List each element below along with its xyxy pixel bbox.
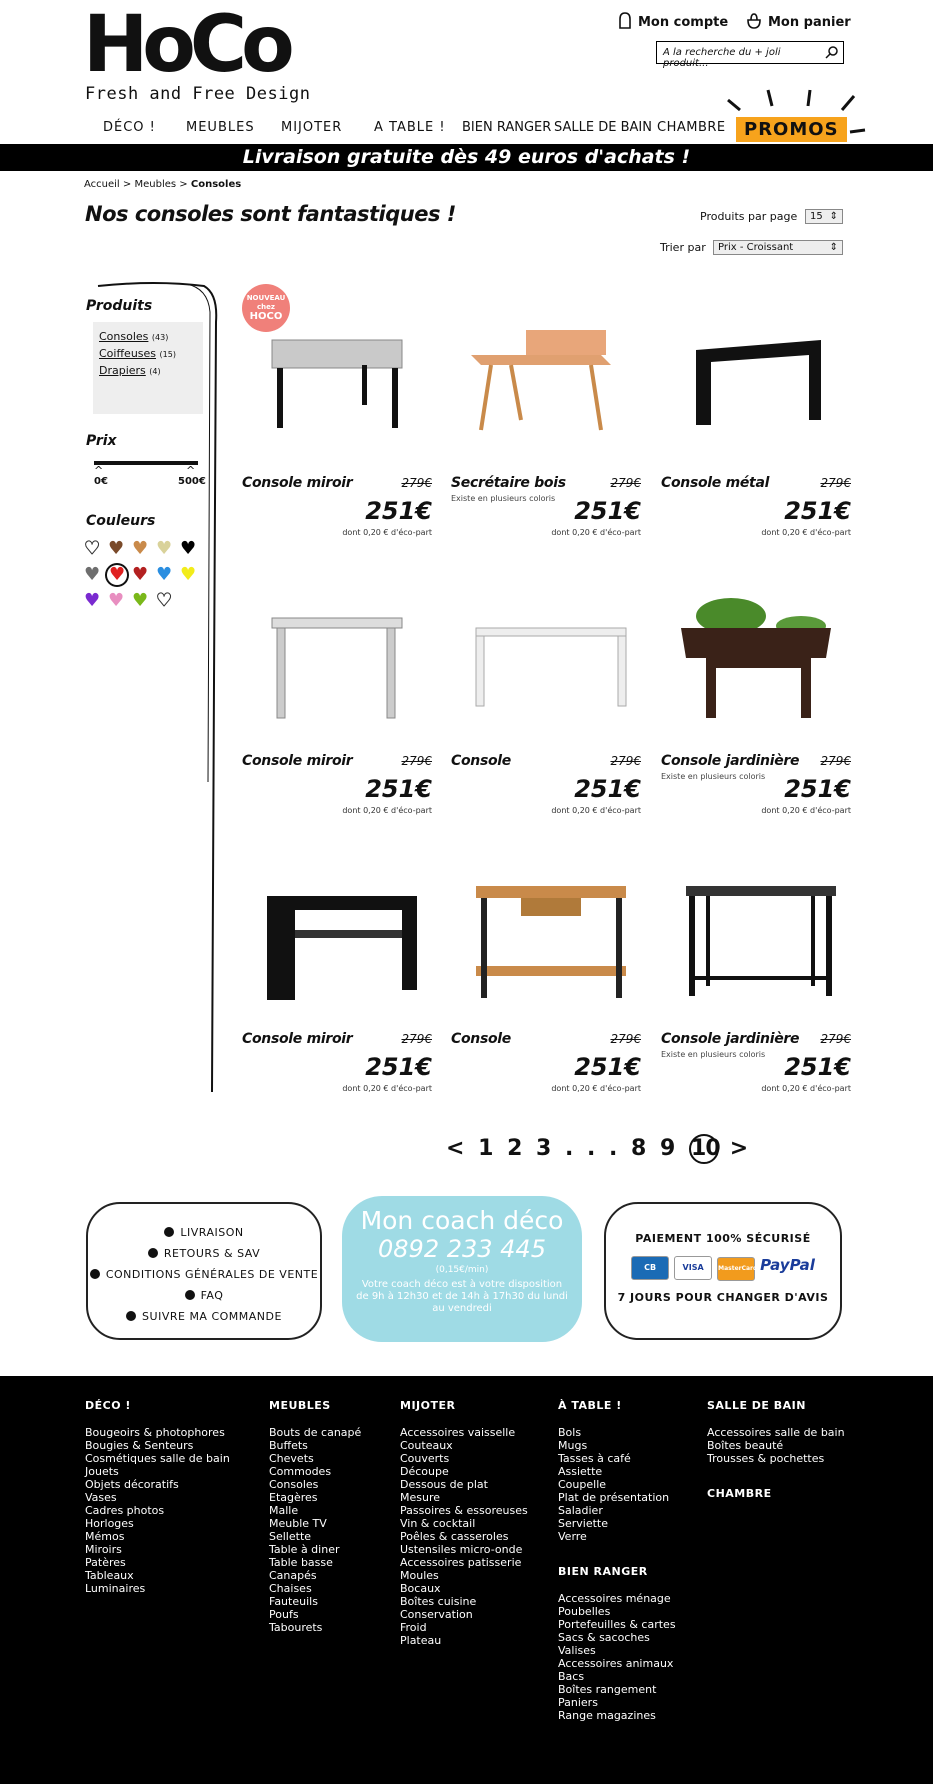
- product-price: 251€: [784, 497, 851, 525]
- per-page-select[interactable]: [805, 209, 843, 224]
- free-shipping-banner: Livraison gratuite dès 49 euros d'achats !: [0, 144, 933, 171]
- product-eco-part: dont 0,20 € d'éco-part: [551, 1084, 641, 1093]
- product-price: 251€: [784, 775, 851, 803]
- product-eco-part: dont 0,20 € d'éco-part: [761, 528, 851, 537]
- coach-box[interactable]: [342, 1196, 582, 1342]
- footer-link[interactable]: Accessoires animaux: [558, 1657, 674, 1670]
- products-filter-title: Produits: [86, 298, 153, 314]
- product-old-price: 279€: [610, 754, 641, 768]
- product-card[interactable]: [242, 856, 432, 1096]
- sort-value: Prix - Croissant: [718, 242, 794, 253]
- color-swatch-heart-icon[interactable]: ♥: [156, 590, 173, 611]
- breadcrumb-current: Consoles: [190, 179, 242, 190]
- footer-link[interactable]: Portefeuilles & cartes: [558, 1618, 676, 1631]
- product-price: 251€: [365, 497, 432, 525]
- product-eco-part: dont 0,20 € d'éco-part: [342, 806, 432, 815]
- footer-link[interactable]: Mugs: [558, 1439, 588, 1452]
- color-swatch-heart-icon[interactable]: ♥: [108, 538, 125, 559]
- footer-col-title[interactable]: BIEN RANGER: [558, 1565, 648, 1578]
- product-image[interactable]: [661, 310, 851, 460]
- footer-link[interactable]: Bougies & Senteurs: [85, 1439, 194, 1452]
- color-swatch-heart-icon[interactable]: ♥: [156, 538, 173, 559]
- footer-link[interactable]: Poubelles: [558, 1605, 611, 1618]
- footer-link[interactable]: Plateau: [400, 1634, 442, 1647]
- basket-icon: [746, 12, 762, 33]
- site-logo[interactable]: HoCo: [83, 0, 289, 90]
- account-link-label: Mon compte: [638, 15, 729, 30]
- footer-link[interactable]: Table à diner: [269, 1543, 340, 1556]
- product-card[interactable]: [242, 578, 432, 818]
- footer-link[interactable]: Table basse: [269, 1556, 333, 1569]
- color-swatch-heart-icon[interactable]: ♥: [132, 538, 149, 559]
- product-name[interactable]: Console métal: [661, 475, 770, 491]
- price-slider-track[interactable]: [94, 461, 198, 465]
- color-swatch-heart-icon[interactable]: ♥: [84, 590, 101, 611]
- product-eco-part: dont 0,20 € d'éco-part: [761, 806, 851, 815]
- search-input[interactable]: A la recherche du + joli produit...: [656, 41, 844, 64]
- nav-item-bien-ranger[interactable]: BIEN RANGER: [462, 120, 552, 135]
- product-card[interactable]: [451, 578, 641, 818]
- footer-link[interactable]: Cadres photos: [85, 1504, 165, 1517]
- service-link-cgv[interactable]: CONDITIONS GÉNÉRALES DE VENTE: [88, 1268, 320, 1281]
- services-box: [86, 1202, 322, 1340]
- product-old-price: 279€: [820, 476, 851, 490]
- product-price: 251€: [574, 775, 641, 803]
- chevron-down-icon: [126, 1311, 136, 1321]
- search-icon[interactable]: [825, 44, 839, 63]
- visa-card-icon: VISA: [674, 1256, 712, 1280]
- footer-link[interactable]: Ustensiles micro-onde: [400, 1543, 523, 1556]
- cart-link[interactable]: [746, 12, 851, 33]
- product-eco-part: dont 0,20 € d'éco-part: [342, 528, 432, 537]
- footer-col-title[interactable]: DÉCO !: [85, 1399, 131, 1412]
- footer-link[interactable]: Meuble TV: [269, 1517, 327, 1530]
- color-swatch-heart-icon[interactable]: ♥: [132, 564, 149, 585]
- footer-col-title[interactable]: À TABLE !: [558, 1399, 622, 1412]
- coach-phone[interactable]: 0892 233 445: [378, 1235, 546, 1263]
- color-swatch-heart-icon[interactable]: ♥: [156, 564, 173, 585]
- color-swatch-heart-icon[interactable]: ♥: [132, 590, 149, 611]
- product-variant-note: Existe en plusieurs coloris: [661, 1050, 766, 1059]
- product-name[interactable]: Console: [451, 753, 512, 769]
- select-arrows-icon: ⇕: [829, 242, 838, 253]
- product-eco-part: dont 0,20 € d'éco-part: [342, 1084, 432, 1093]
- product-name[interactable]: Console: [451, 1031, 512, 1047]
- product-old-price: 279€: [610, 476, 641, 490]
- category-item[interactable]: Consoles (43): [99, 330, 169, 343]
- category-item[interactable]: Coiffeuses (15): [99, 347, 176, 360]
- color-swatch-heart-icon[interactable]: ♥: [105, 563, 129, 587]
- footer-link[interactable]: Couteaux: [400, 1439, 453, 1452]
- service-link-faq[interactable]: FAQ: [88, 1289, 320, 1302]
- chevron-down-icon: [164, 1227, 174, 1237]
- color-swatch-heart-icon[interactable]: ♥: [108, 590, 125, 611]
- product-name[interactable]: Console miroir: [242, 753, 353, 769]
- colors-filter-title: Couleurs: [86, 513, 156, 529]
- service-link-suivi[interactable]: SUIVRE MA COMMANDE: [88, 1310, 320, 1323]
- product-old-price: 279€: [401, 754, 432, 768]
- nav-item-chambre[interactable]: CHAMBRE: [657, 120, 726, 135]
- footer-link[interactable]: Bacs: [558, 1670, 585, 1683]
- footer-col-title[interactable]: MIJOTER: [400, 1399, 456, 1412]
- footer-link[interactable]: Paniers: [558, 1696, 598, 1709]
- price-filter-title: Prix: [86, 433, 117, 449]
- footer-link[interactable]: Plat de présentation: [558, 1491, 670, 1504]
- product-old-price: 279€: [401, 1032, 432, 1046]
- footer-link[interactable]: Commodes: [269, 1465, 332, 1478]
- per-page-label: Produits par page: [700, 210, 798, 223]
- footer-link[interactable]: Bouts de canapé: [269, 1426, 362, 1439]
- footer-link[interactable]: Coupelle: [558, 1478, 607, 1491]
- footer-link[interactable]: Accessoires salle de bain: [707, 1426, 845, 1439]
- footer-link[interactable]: Chaises: [269, 1582, 312, 1595]
- footer-link[interactable]: Horloges: [85, 1517, 134, 1530]
- footer: [0, 1376, 933, 1784]
- footer-link[interactable]: Chevets: [269, 1452, 314, 1465]
- footer-link[interactable]: Serviette: [558, 1517, 608, 1530]
- footer-link[interactable]: Couverts: [400, 1452, 450, 1465]
- breadcrumb-separator: >: [179, 179, 188, 190]
- footer-link[interactable]: Bols: [558, 1426, 582, 1439]
- coach-hours: Votre coach déco est à votre disposition de 9h à 12h30 et de 14h à 17h30 du lundi au vendredi: [356, 1279, 568, 1314]
- footer-link[interactable]: Sellette: [269, 1530, 312, 1543]
- product-name[interactable]: Secrétaire bois: [451, 475, 566, 491]
- footer-link[interactable]: Trousses & pochettes: [707, 1452, 825, 1465]
- new-badge: NOUVEAU chez HOCO: [242, 284, 290, 332]
- footer-link[interactable]: Conservation: [400, 1608, 473, 1621]
- product-name[interactable]: Console jardinière: [661, 1031, 800, 1047]
- footer-link[interactable]: Miroirs: [85, 1543, 122, 1556]
- payment-box: [604, 1202, 842, 1340]
- footer-link[interactable]: Jouets: [85, 1465, 119, 1478]
- breadcrumb-separator: >: [122, 179, 132, 190]
- footer-link[interactable]: Sacs & sacoches: [558, 1631, 650, 1644]
- product-image[interactable]: [661, 866, 851, 1016]
- footer-col-deco: [85, 1399, 230, 1595]
- footer-link[interactable]: Cosmétiques salle de bain: [85, 1452, 230, 1465]
- product-old-price: 279€: [401, 476, 432, 490]
- nav-item-meubles[interactable]: MEUBLES: [186, 120, 255, 135]
- footer-link[interactable]: Accessoires vaisselle: [400, 1426, 516, 1439]
- color-swatch-heart-icon[interactable]: ♥: [180, 538, 197, 559]
- product-image[interactable]: [242, 310, 432, 460]
- product-card[interactable]: [661, 300, 851, 540]
- product-old-price: 279€: [820, 1032, 851, 1046]
- footer-link[interactable]: Boîtes beauté: [707, 1439, 784, 1452]
- cart-link-label: Mon panier: [768, 15, 851, 30]
- cb-card-icon: CB: [631, 1256, 669, 1280]
- footer-link[interactable]: Découpe: [400, 1465, 449, 1478]
- product-name[interactable]: Console miroir: [242, 1031, 353, 1047]
- product-price: 251€: [365, 1053, 432, 1081]
- pagination-pages[interactable]: 1 2 3 . . . 8 9: [478, 1136, 679, 1161]
- sort-select[interactable]: [713, 240, 843, 255]
- product-eco-part: dont 0,20 € d'éco-part: [761, 1084, 851, 1093]
- product-image[interactable]: [451, 866, 641, 1016]
- footer-link[interactable]: Verre: [558, 1530, 587, 1543]
- footer-col-title[interactable]: SALLE DE BAIN: [707, 1399, 806, 1412]
- footer-link[interactable]: Luminaires: [85, 1582, 146, 1595]
- price-max: 500€: [178, 476, 206, 487]
- footer-link[interactable]: Accessoires ménage: [558, 1592, 671, 1605]
- per-page-value: 15: [810, 211, 823, 222]
- product-image[interactable]: [661, 588, 851, 738]
- footer-link[interactable]: Malle: [269, 1504, 299, 1517]
- footer-link[interactable]: Froid: [400, 1621, 427, 1634]
- sort-label: Trier par: [660, 241, 706, 254]
- footer-link[interactable]: Boîtes rangement: [558, 1683, 657, 1696]
- footer-col-title[interactable]: CHAMBRE: [707, 1487, 772, 1500]
- mastercard-icon: MasterCard: [717, 1257, 755, 1281]
- product-image[interactable]: [242, 866, 432, 1016]
- payment-title: PAIEMENT 100% SÉCURISÉ: [635, 1232, 811, 1245]
- footer-link[interactable]: Valises: [558, 1644, 596, 1657]
- footer-link[interactable]: Boîtes cuisine: [400, 1595, 477, 1608]
- category-list: [93, 322, 203, 414]
- footer-link[interactable]: Mémos: [85, 1530, 125, 1543]
- product-eco-part: dont 0,20 € d'éco-part: [551, 806, 641, 815]
- pagination-prev[interactable]: <: [446, 1136, 468, 1161]
- breadcrumb: [84, 179, 241, 190]
- footer-link[interactable]: Moules: [400, 1569, 439, 1582]
- product-card[interactable]: [661, 578, 851, 818]
- product-name[interactable]: Console miroir: [242, 475, 353, 491]
- product-image[interactable]: [242, 588, 432, 738]
- footer-link[interactable]: Tabourets: [269, 1621, 323, 1634]
- footer-link[interactable]: Patères: [85, 1556, 126, 1569]
- product-old-price: 279€: [820, 754, 851, 768]
- footer-link[interactable]: Objets décoratifs: [85, 1478, 179, 1491]
- pagination-current: 10: [689, 1134, 719, 1164]
- product-card[interactable]: [451, 856, 641, 1096]
- nav-item-salle-de-bain[interactable]: SALLE DE BAIN: [554, 120, 652, 135]
- user-icon: [618, 12, 632, 33]
- footer-link[interactable]: Poêles & casseroles: [400, 1530, 509, 1543]
- product-name[interactable]: Console jardinière: [661, 753, 800, 769]
- coach-title: Mon coach déco: [360, 1206, 564, 1235]
- footer-link[interactable]: Saladier: [558, 1504, 603, 1517]
- footer-link[interactable]: Consoles: [269, 1478, 319, 1491]
- product-variant-note: Existe en plusieurs coloris: [661, 772, 766, 781]
- footer-link[interactable]: Tableaux: [85, 1569, 134, 1582]
- pagination-next[interactable]: >: [729, 1136, 752, 1161]
- footer-link[interactable]: Etagères: [269, 1491, 318, 1504]
- color-swatch-heart-icon[interactable]: ♥: [84, 538, 101, 559]
- product-old-price: 279€: [610, 1032, 641, 1046]
- chevron-down-icon: [90, 1269, 100, 1279]
- price-min: 0€: [94, 476, 108, 487]
- footer-link[interactable]: Bougeoirs & photophores: [85, 1426, 225, 1439]
- chevron-down-icon: [185, 1290, 195, 1300]
- breadcrumb-home[interactable]: Accueil: [84, 179, 120, 190]
- select-arrows-icon: ⇕: [829, 211, 838, 222]
- footer-link[interactable]: Accessoires patisserie: [400, 1556, 522, 1569]
- footer-link[interactable]: Range magazines: [558, 1709, 656, 1722]
- chevron-down-icon: [148, 1248, 158, 1258]
- footer-col-title[interactable]: MEUBLES: [269, 1399, 331, 1412]
- site-tagline: Fresh and Free Design: [85, 84, 311, 104]
- footer-link[interactable]: Canapés: [269, 1569, 317, 1582]
- product-variant-note: Existe en plusieurs coloris: [451, 494, 556, 503]
- product-price: 251€: [784, 1053, 851, 1081]
- page-title: Nos consoles sont fantastiques !: [85, 202, 456, 226]
- coach-rate: (0,15€/min): [435, 1265, 489, 1275]
- nav-item-mijoter[interactable]: MIJOTER: [281, 120, 343, 135]
- service-link-livraison[interactable]: LIVRAISON: [88, 1226, 320, 1239]
- service-link-retours[interactable]: RETOURS & SAV: [88, 1247, 320, 1260]
- product-image[interactable]: [451, 310, 641, 460]
- footer-link[interactable]: Fauteuils: [269, 1595, 318, 1608]
- product-price: 251€: [574, 497, 641, 525]
- product-price: 251€: [365, 775, 432, 803]
- nav-item-promos[interactable]: PROMOS: [736, 117, 847, 142]
- footer-link[interactable]: Poufs: [269, 1608, 299, 1621]
- footer-link[interactable]: Buffets: [269, 1439, 308, 1452]
- footer-link[interactable]: Tasses à café: [558, 1452, 631, 1465]
- product-price: 251€: [574, 1053, 641, 1081]
- product-image[interactable]: [451, 588, 641, 738]
- footer-link[interactable]: Bocaux: [400, 1582, 441, 1595]
- price-slider-min-handle[interactable]: ^: [94, 464, 104, 477]
- product-card[interactable]: [661, 856, 851, 1096]
- footer-col-meubles: [269, 1399, 361, 1634]
- product-eco-part: dont 0,20 € d'éco-part: [551, 528, 641, 537]
- category-item[interactable]: Drapiers (4): [99, 364, 161, 377]
- returns-policy: 7 JOURS POUR CHANGER D'AVIS: [617, 1291, 829, 1304]
- breadcrumb-parent[interactable]: Meubles: [134, 179, 177, 190]
- color-swatch-heart-icon[interactable]: ♥: [180, 564, 197, 585]
- product-card[interactable]: [451, 300, 641, 540]
- footer-col-bain: [707, 1399, 845, 1514]
- account-link[interactable]: [618, 12, 728, 33]
- footer-link[interactable]: Mesure: [400, 1491, 441, 1504]
- nav-item-a-table[interactable]: A TABLE !: [374, 120, 446, 135]
- footer-link[interactable]: Passoires & essoreuses: [400, 1504, 528, 1517]
- price-slider-max-handle[interactable]: ^: [186, 464, 196, 477]
- divider: [215, 292, 216, 1092]
- pagination: [446, 1134, 751, 1164]
- color-swatch-heart-icon[interactable]: ♥: [84, 564, 101, 585]
- nav-item-deco[interactable]: DÉCO !: [103, 120, 156, 135]
- footer-link[interactable]: Assiette: [558, 1465, 603, 1478]
- paypal-icon: PayPal: [760, 1256, 815, 1274]
- footer-col-mijoter: [400, 1399, 528, 1647]
- footer-link[interactable]: Vin & cocktail: [400, 1517, 476, 1530]
- footer-link[interactable]: Vases: [85, 1491, 117, 1504]
- footer-col-table: [558, 1399, 676, 1722]
- product-card[interactable]: [242, 294, 432, 540]
- footer-link[interactable]: Dessous de plat: [400, 1478, 488, 1491]
